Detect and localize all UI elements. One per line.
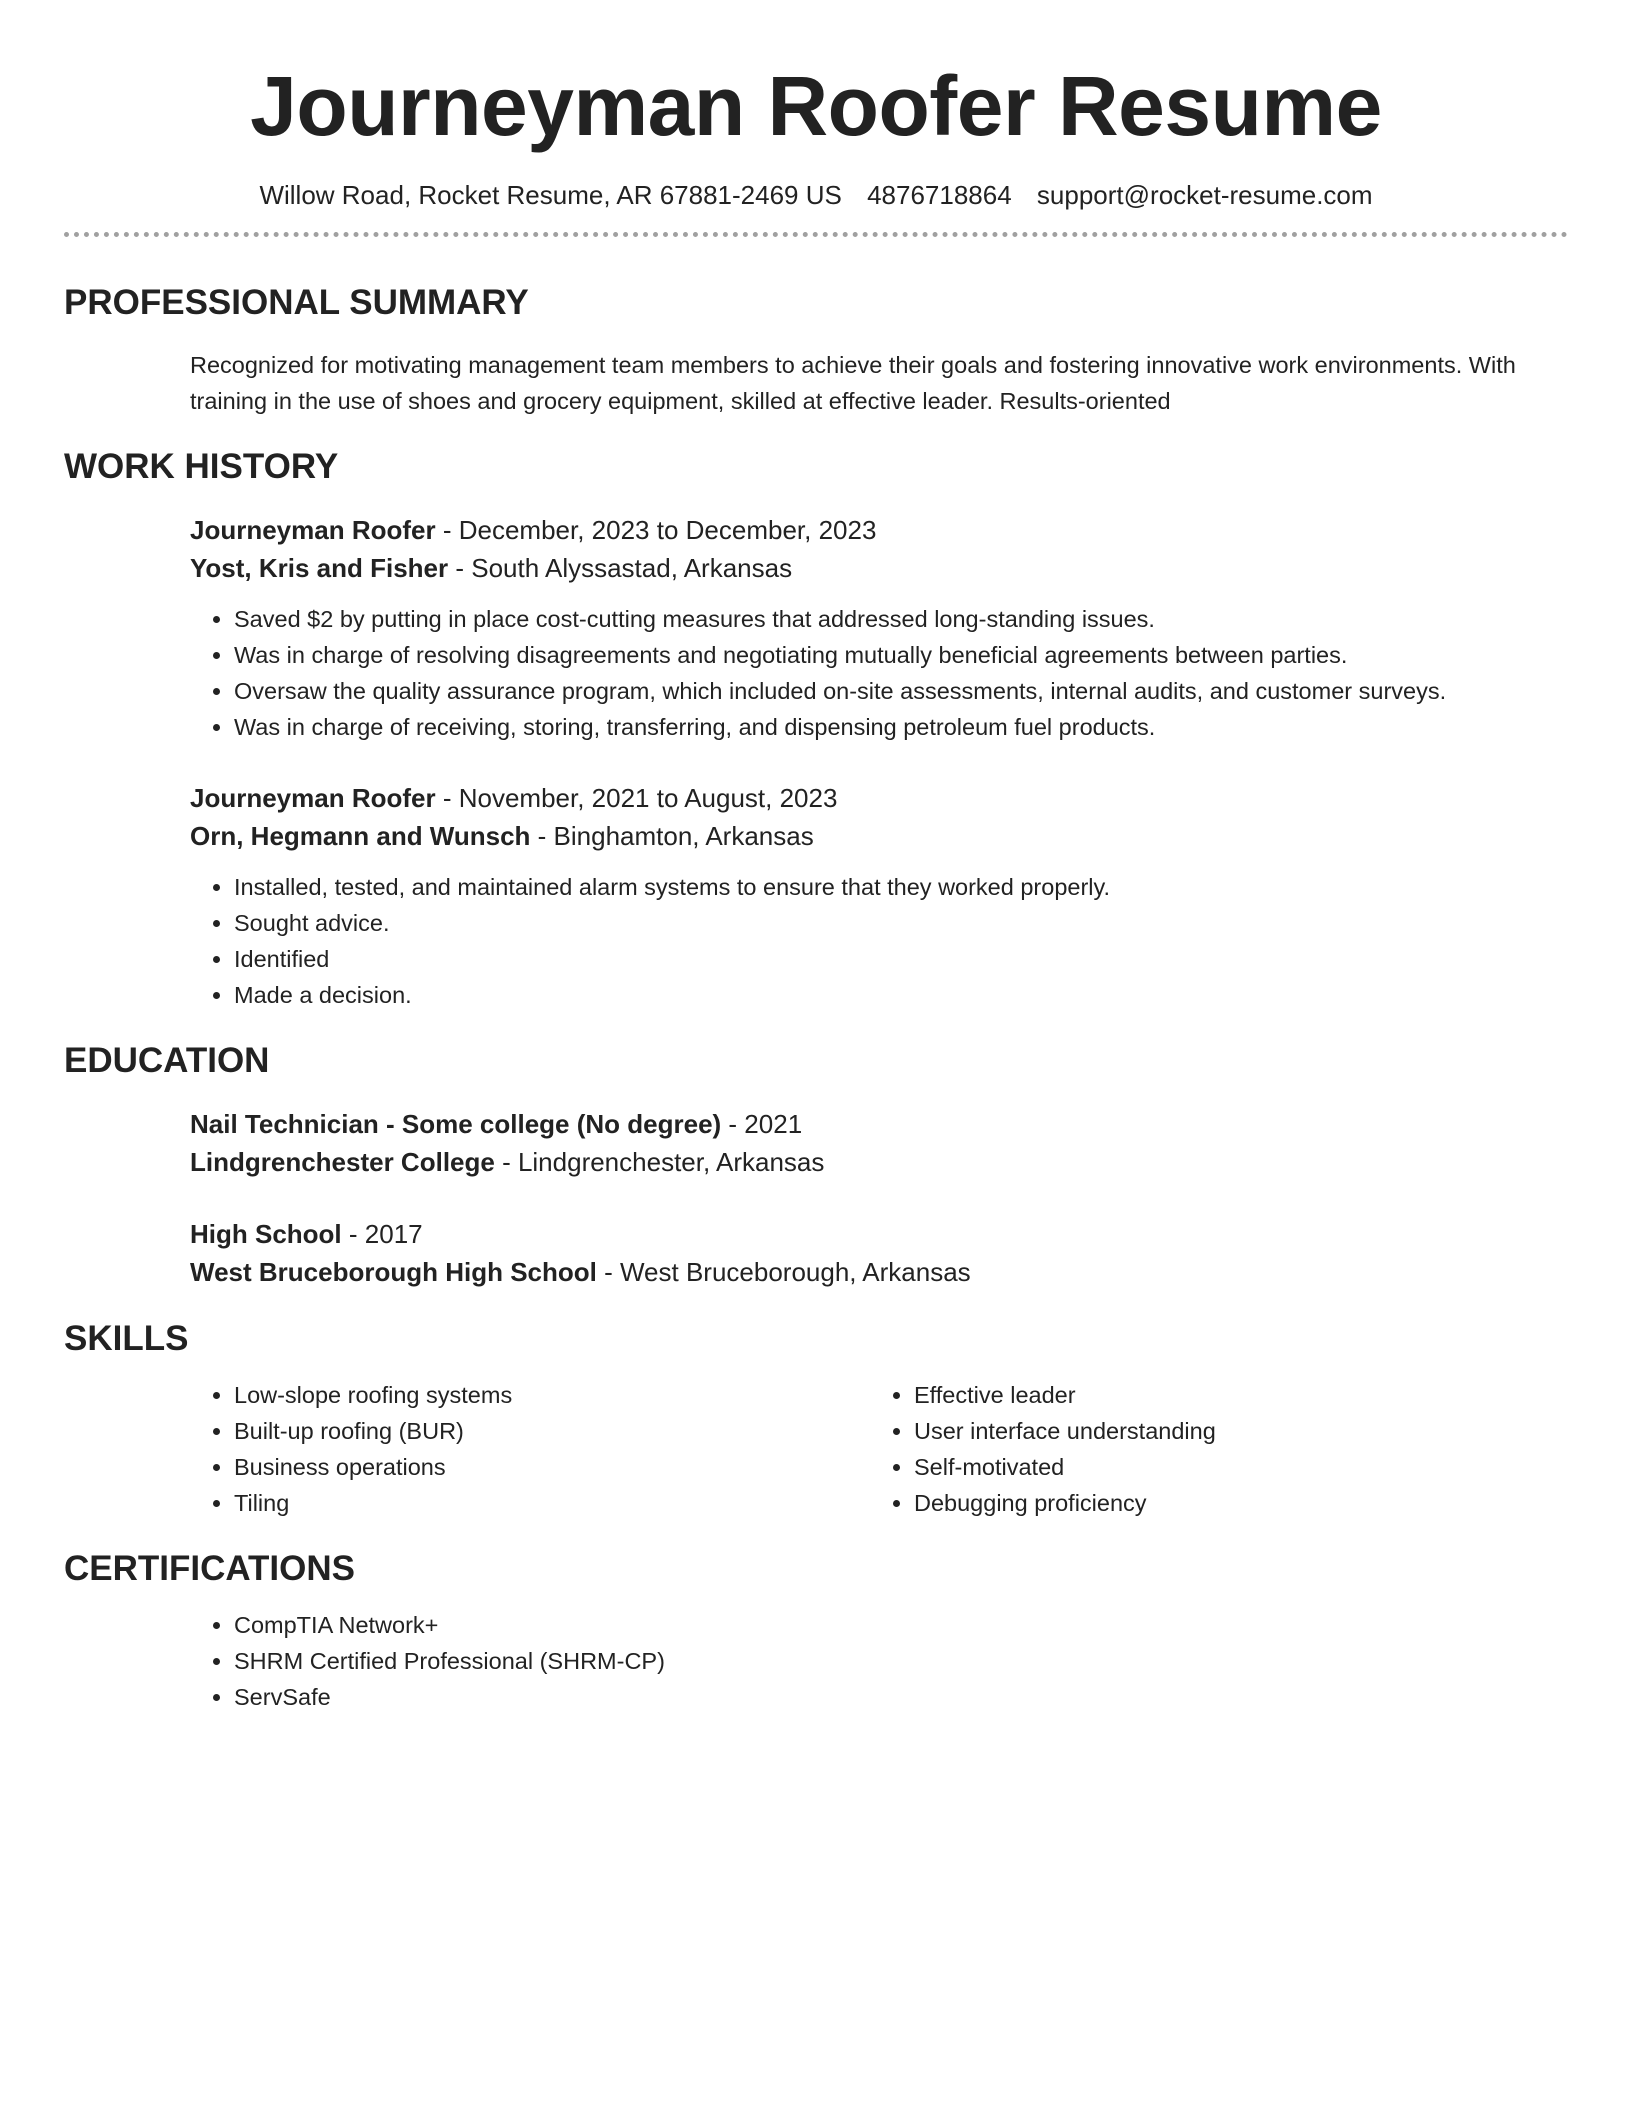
skills-section (64, 1317, 1568, 1521)
list-item: • Was in charge of receiving, storing, transferring, and dispensing petroleum fuel products. (234, 709, 1568, 745)
job-bullets (190, 869, 1568, 1013)
job-location: - South Alyssastad, Arkansas (448, 553, 793, 583)
school-location: - West Bruceborough, Arkansas (596, 1257, 971, 1287)
school-line (190, 1253, 1568, 1291)
job-entry (190, 511, 1568, 745)
certifications-section (64, 1547, 1568, 1715)
skills-heading: SKILLS (64, 1319, 189, 1358)
contact-phone: 4876718864 (867, 180, 1012, 210)
skills-list-left (190, 1377, 870, 1521)
education-entry (190, 1215, 1568, 1291)
education-entry (190, 1105, 1568, 1181)
school-line (190, 1143, 1568, 1181)
school-name: Lindgrenchester College (190, 1147, 495, 1177)
list-item: • Business operations (234, 1449, 870, 1485)
job-title: Journeyman Roofer (190, 783, 436, 813)
education-heading: EDUCATION (64, 1041, 270, 1080)
school-name: West Bruceborough High School (190, 1257, 597, 1287)
school-location: - Lindgrenchester, Arkansas (494, 1147, 825, 1177)
list-item: • Oversaw the quality assurance program, which included on-site assessments, internal audits, and customer surveys. (234, 673, 1568, 709)
resume-title: Journeyman Roofer Resume (250, 59, 1382, 153)
list-item: • Identified (234, 941, 1568, 977)
skills-list-right (870, 1377, 1550, 1521)
job-title-line (190, 511, 1568, 549)
job-location: - Binghamton, Arkansas (530, 821, 814, 851)
header-divider (64, 232, 1568, 237)
job-entry (190, 779, 1568, 1013)
list-item: • Self-motivated (914, 1449, 1550, 1485)
list-item: • Debugging proficiency (914, 1485, 1550, 1521)
list-item: • Was in charge of resolving disagreements and negotiating mutually beneficial agreements between parties. (234, 637, 1568, 673)
graduation-year: - 2017 (341, 1219, 423, 1249)
job-title: Journeyman Roofer (190, 515, 436, 545)
work-history-section (64, 445, 1568, 1013)
certifications-block (190, 1607, 1568, 1715)
list-item: • Made a decision. (234, 977, 1568, 1013)
job-dates: - December, 2023 to December, 2023 (435, 515, 877, 545)
list-item: • User interface understanding (914, 1413, 1550, 1449)
job-bullets (190, 601, 1568, 745)
list-item: • Effective leader (914, 1377, 1550, 1413)
degree-line (190, 1105, 1568, 1143)
graduation-year: - 2021 (721, 1109, 803, 1139)
skills-column-right (870, 1377, 1550, 1521)
list-item: • Sought advice. (234, 905, 1568, 941)
list-item: • Built-up roofing (BUR) (234, 1413, 870, 1449)
summary-text: Recognized for motivating management team members to achieve their goals and fostering innovative work environments. With training in the use of shoes and grocery equipment, skilled at effective leader. Results-oriented (190, 352, 1516, 414)
job-company: Yost, Kris and Fisher (190, 553, 449, 583)
education-section (64, 1039, 1568, 1291)
list-item: • Low-slope roofing systems (234, 1377, 870, 1413)
job-company-line (190, 817, 1568, 855)
list-item: • Installed, tested, and maintained alarm systems to ensure that they worked properly. (234, 869, 1568, 905)
skills-column-left (190, 1377, 870, 1521)
job-company-line (190, 549, 1568, 587)
contact-address: Willow Road, Rocket Resume, AR 67881-2469 US (259, 180, 842, 210)
degree: Nail Technician - Some college (No degree) (190, 1109, 722, 1139)
certifications-list (190, 1607, 1568, 1715)
certifications-heading: CERTIFICATIONS (64, 1549, 356, 1588)
job-dates: - November, 2021 to August, 2023 (435, 783, 838, 813)
list-item: • ServSafe (234, 1679, 1568, 1715)
contact-line (64, 178, 1568, 212)
degree-line (190, 1215, 1568, 1253)
list-item: • Tiling (234, 1485, 870, 1521)
summary-heading: PROFESSIONAL SUMMARY (64, 283, 529, 322)
skills-grid (190, 1377, 1568, 1521)
contact-email: support@rocket-resume.com (1036, 180, 1373, 210)
work-history-heading: WORK HISTORY (64, 447, 339, 486)
job-company: Orn, Hegmann and Wunsch (190, 821, 531, 851)
job-title-line (190, 779, 1568, 817)
list-item: • CompTIA Network+ (234, 1607, 1568, 1643)
degree: High School (190, 1219, 342, 1249)
summary-section (64, 281, 1568, 419)
list-item: • Saved $2 by putting in place cost-cutting measures that addressed long-standing issues. (234, 601, 1568, 637)
list-item: • SHRM Certified Professional (SHRM-CP) (234, 1643, 1568, 1679)
